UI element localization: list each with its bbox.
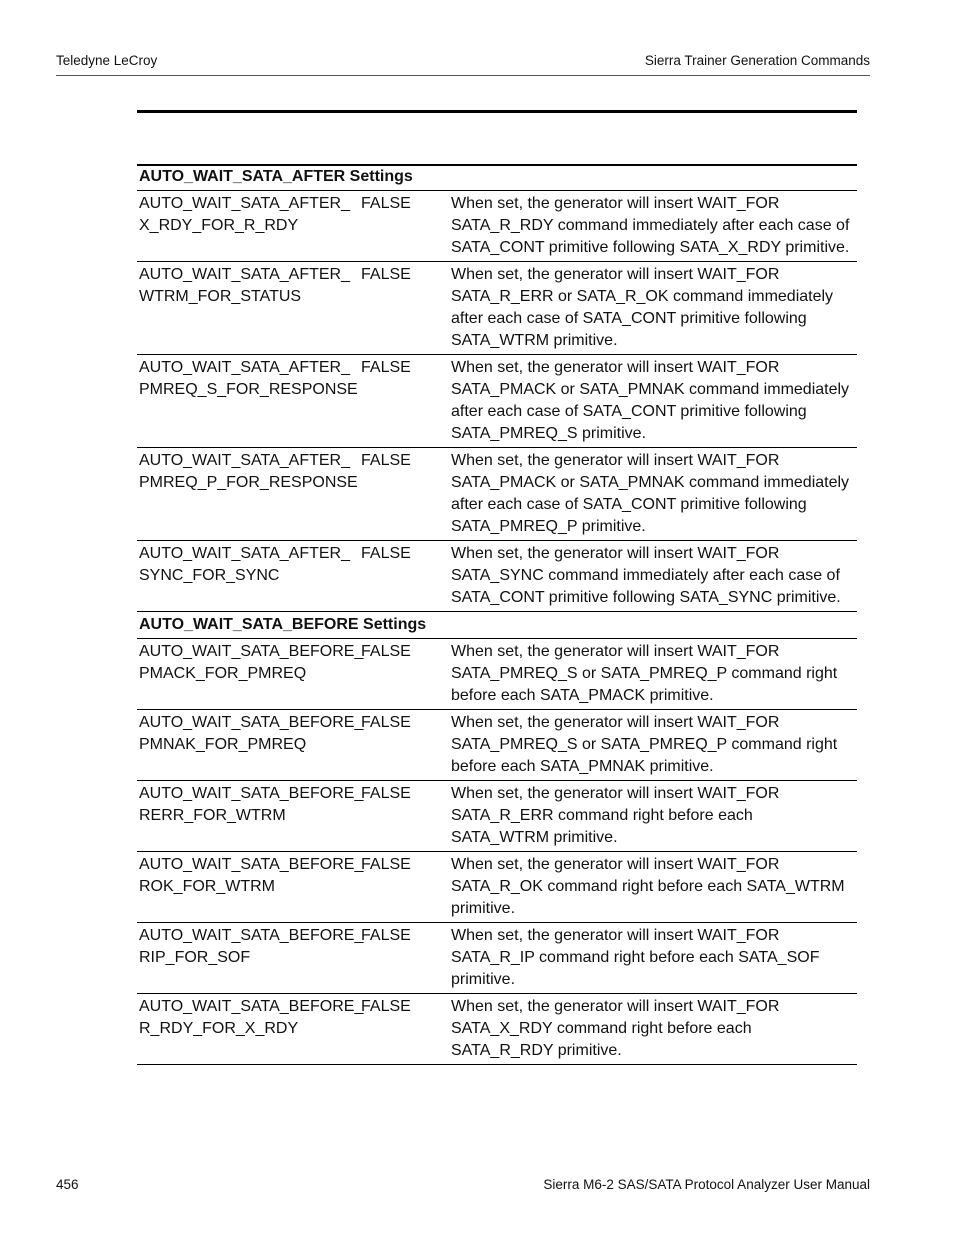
table-row xyxy=(137,448,857,541)
setting-name xyxy=(137,852,364,922)
setting-default: FALSE xyxy=(361,359,411,376)
table-row xyxy=(137,191,857,262)
table-row xyxy=(137,262,857,355)
header-company: Teledyne LeCroy xyxy=(56,53,158,68)
manual-title: Sierra M6-2 SAS/SATA Protocol Analyzer User Manual xyxy=(543,1177,870,1192)
setting-description: When set, the generator will insert WAIT_FOR SATA_PMREQ_S or SATA_PMREQ_P command right before each SATA_PMNAK primitive. xyxy=(451,714,838,775)
section-heading-after: AUTO_WAIT_SATA_AFTER Settings xyxy=(137,166,857,191)
setting-name-line1: AUTO_WAIT_SATA_AFTER_ xyxy=(139,545,351,562)
section-rule xyxy=(137,110,857,113)
table-row xyxy=(137,710,857,781)
setting-description: When set, the generator will insert WAIT_FOR SATA_PMREQ_S or SATA_PMREQ_P command right before each SATA_PMACK primitive. xyxy=(451,643,838,704)
setting-name-line1: AUTO_WAIT_SATA_AFTER_ xyxy=(139,359,351,376)
setting-name-line1: AUTO_WAIT_SATA_BEFORE_ xyxy=(139,785,364,802)
setting-name xyxy=(137,262,359,354)
setting-default: FALSE xyxy=(361,785,411,802)
table-row xyxy=(137,781,857,852)
section-heading-before: AUTO_WAIT_SATA_BEFORE Settings xyxy=(137,612,857,639)
setting-default: FALSE xyxy=(361,927,411,944)
setting-name-line2: ROK_FOR_WTRM xyxy=(139,878,275,895)
setting-name-line1: AUTO_WAIT_SATA_BEFORE_ xyxy=(139,643,364,660)
setting-name-line2: PMREQ_P_FOR_RESPONSE xyxy=(139,474,358,491)
setting-description: When set, the generator will insert WAIT_FOR SATA_R_ERR or SATA_R_OK command immediately after each case of SATA_CONT primitive following SATA_WTRM primitive. xyxy=(451,266,834,349)
setting-name-line1: AUTO_WAIT_SATA_AFTER_ xyxy=(139,266,351,283)
setting-name-line2: WTRM_FOR_STATUS xyxy=(139,288,302,305)
setting-name-line1: AUTO_WAIT_SATA_AFTER_ xyxy=(139,195,351,212)
setting-default: FALSE xyxy=(361,266,411,283)
setting-name-line2: PMACK_FOR_PMREQ xyxy=(139,665,307,682)
setting-name-line1: AUTO_WAIT_SATA_BEFORE_ xyxy=(139,998,364,1015)
setting-description: When set, the generator will insert WAIT_FOR SATA_PMACK or SATA_PMNAK command immediately after each case of SATA_CONT primitive following SATA_PMREQ_S primitive. xyxy=(451,359,850,442)
setting-name xyxy=(137,923,364,993)
page-number: 456 xyxy=(56,1177,79,1192)
setting-description: When set, the generator will insert WAIT_FOR SATA_R_RDY command immediately after each case of SATA_CONT primitive following SATA_X_RDY primitive. xyxy=(451,195,850,256)
setting-name xyxy=(137,781,364,851)
setting-name xyxy=(137,448,359,540)
setting-default: FALSE xyxy=(361,643,411,660)
header-chapter-title: Sierra Trainer Generation Commands xyxy=(644,53,870,68)
table-row xyxy=(137,923,857,994)
setting-name-line2: PMNAK_FOR_PMREQ xyxy=(139,736,307,753)
setting-name-line1: AUTO_WAIT_SATA_BEFORE_ xyxy=(139,856,364,873)
setting-name xyxy=(137,710,364,780)
setting-default: FALSE xyxy=(361,714,411,731)
setting-name-line2: X_RDY_FOR_R_RDY xyxy=(139,217,299,234)
setting-name xyxy=(137,191,359,261)
setting-description: When set, the generator will insert WAIT_FOR SATA_PMACK or SATA_PMNAK command immediately after each case of SATA_CONT primitive following SATA_PMREQ_P primitive. xyxy=(451,452,850,535)
setting-name xyxy=(137,355,359,447)
setting-description: When set, the generator will insert WAIT_FOR SATA_SYNC command immediately after each case of SATA_CONT primitive following SATA_SYNC primitive. xyxy=(451,545,841,606)
setting-name-line2: RERR_FOR_WTRM xyxy=(139,807,286,824)
header-rule xyxy=(56,75,870,76)
table-row xyxy=(137,852,857,923)
setting-default: FALSE xyxy=(361,545,411,562)
table-row xyxy=(137,994,857,1065)
setting-name xyxy=(137,639,364,709)
table-row xyxy=(137,639,857,710)
table-row xyxy=(137,355,857,448)
setting-name xyxy=(137,541,359,611)
setting-name xyxy=(137,994,364,1064)
setting-description: When set, the generator will insert WAIT_FOR SATA_R_OK command right before each SATA_WTRM primitive. xyxy=(451,856,845,917)
setting-name-line2: SYNC_FOR_SYNC xyxy=(139,567,280,584)
table-row xyxy=(137,541,857,612)
setting-name-line2: RIP_FOR_SOF xyxy=(139,949,251,966)
setting-name-line1: AUTO_WAIT_SATA_AFTER_ xyxy=(139,452,351,469)
setting-name-line2: PMREQ_S_FOR_RESPONSE xyxy=(139,381,358,398)
setting-default: FALSE xyxy=(361,195,411,212)
setting-name-line1: AUTO_WAIT_SATA_BEFORE_ xyxy=(139,927,364,944)
setting-description: When set, the generator will insert WAIT_FOR SATA_R_ERR command right before each SATA_WTRM primitive. xyxy=(451,785,780,846)
setting-name-line1: AUTO_WAIT_SATA_BEFORE_ xyxy=(139,714,364,731)
setting-default: FALSE xyxy=(361,452,411,469)
setting-description: When set, the generator will insert WAIT_FOR SATA_R_IP command right before each SATA_SOF primitive. xyxy=(451,927,820,988)
setting-default: FALSE xyxy=(361,856,411,873)
setting-description: When set, the generator will insert WAIT_FOR SATA_X_RDY command right before each SATA_R_RDY primitive. xyxy=(451,998,780,1059)
setting-name-line2: R_RDY_FOR_X_RDY xyxy=(139,1020,299,1037)
settings-table xyxy=(137,164,857,1065)
setting-default: FALSE xyxy=(361,998,411,1015)
